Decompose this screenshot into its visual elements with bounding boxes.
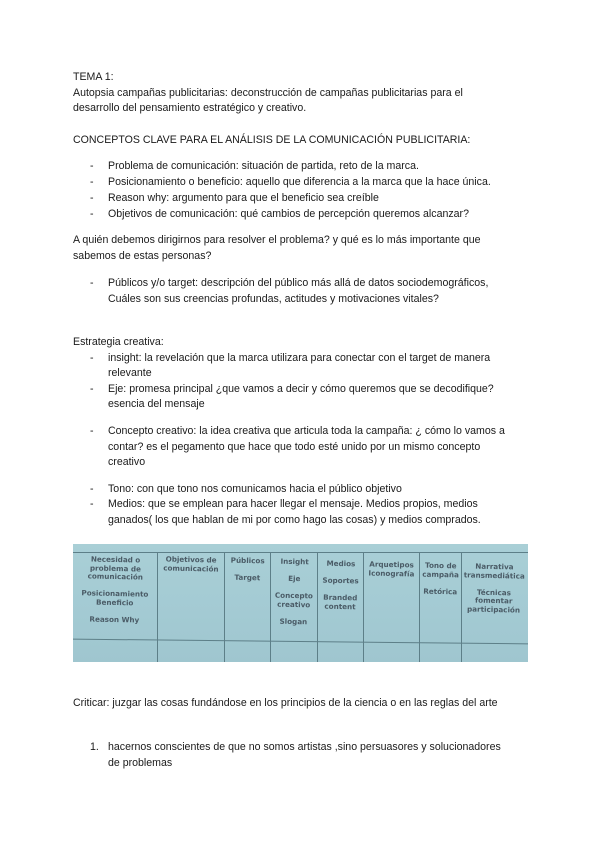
criticar-definition: Criticar: juzgar las cosas fundándose en los principios de la ciencia o en las reglas del arte xyxy=(73,697,498,709)
strategy-concepto-line-2: contar? es el pegamento que hace que todo esté unido por un mismo concepto xyxy=(108,441,481,453)
photo-col-medios: Medios Soportes Branded content xyxy=(322,558,359,612)
strategy-medios-line-1: Medios: que se emplean para hacer llegar el mensaje. Medios propios, medios xyxy=(108,498,478,510)
strategy-medios-line-2: ganados( los que hablan de mi por como hago las cosas) y medios comprados. xyxy=(108,514,481,526)
list-number: 1. xyxy=(90,741,99,753)
photo-table-row-line xyxy=(73,639,528,645)
question-line-1: A quién debemos dirigirnos para resolver el problema? y qué es lo más importante que xyxy=(73,234,481,246)
strategy-insight-line-2: relevante xyxy=(108,367,152,379)
photo-col-tono: Tono de campaña Retórica xyxy=(422,560,459,597)
photo-table-col-line xyxy=(363,552,364,662)
target-line-1: Públicos y/o target: descripción del público más allá de datos sociodemográficos, xyxy=(108,277,489,289)
strategy-concepto-line-1: Concepto creativo: la idea creativa que articula toda la campaña: ¿ cómo lo vamos a xyxy=(108,425,505,437)
question-line-2: sabemos de estas personas? xyxy=(73,250,212,262)
photo-col-objetivos: Objetivos de comunicación xyxy=(163,554,219,574)
intro-line-2: desarrollo del pensamiento estratégico y creativo. xyxy=(73,102,307,114)
photo-col-publicos: Públicos Target xyxy=(230,555,265,583)
numbered-item-1-line-2: de problemas xyxy=(108,757,173,769)
bullet-dash: - xyxy=(90,176,94,188)
bullet-dash: - xyxy=(90,383,94,395)
bullet-dash: - xyxy=(90,277,94,289)
bullet-dash: - xyxy=(90,192,94,204)
strategy-insight-line-1: insight: la revelación que la marca utilizara para conectar con el target de manera xyxy=(108,352,491,364)
strategy-eje-line-1: Eje: promesa principal ¿que vamos a decir y cómo queremos que se decodifique? xyxy=(108,383,494,395)
strategy-tono: Tono: con que tono nos comunicamos hacia el público objetivo xyxy=(108,483,402,495)
photo-table-col-line xyxy=(157,552,158,662)
photo-col-insight: Insight Eje Concepto creativo Slogan xyxy=(274,556,314,627)
bullet-dash: - xyxy=(90,208,94,220)
photo-table-col-line xyxy=(419,552,420,662)
bullet-dash: - xyxy=(90,483,94,495)
bullet-dash: - xyxy=(90,352,94,364)
strategy-eje-line-2: esencia del mensaje xyxy=(108,398,205,410)
photo-col-narrativa: Narrativa transmediática Técnicas fomentar participación xyxy=(463,561,525,615)
concepts-title: CONCEPTOS CLAVE PARA EL ANÁLISIS DE LA COMUNICACIÓN PUBLICITARIA: xyxy=(73,134,471,146)
bullet-dash: - xyxy=(90,160,94,172)
concept-item-reason-why: Reason why: argumento para que el beneficio sea creíble xyxy=(108,192,379,204)
concept-item-positioning: Posicionamiento o beneficio: aquello que diferencia a la marca que la hace única. xyxy=(108,176,491,188)
photo-table-border-top xyxy=(73,552,528,553)
strategy-title: Estrategia creativa: xyxy=(73,336,164,348)
numbered-item-1-line-1: hacernos conscientes de que no somos artistas ,sino persuasores y solucionadores xyxy=(108,741,501,753)
table-photo xyxy=(73,544,528,662)
bullet-dash: - xyxy=(90,498,94,510)
bullet-dash: - xyxy=(90,425,94,437)
strategy-concepto-line-3: creativo xyxy=(108,456,146,468)
photo-col-arquetipos: Arquetipos Iconografía xyxy=(368,559,415,579)
photo-col-necesidad: Necesidad o problema de comunicación Posicionamiento Beneficio Reason Why xyxy=(81,554,149,625)
target-line-2: Cuáles son sus creencias profundas, actitudes y motivaciones vitales? xyxy=(108,293,439,305)
photo-table-col-line xyxy=(224,552,225,662)
topic-heading: TEMA 1: xyxy=(73,71,114,83)
intro-line-1: Autopsia campañas publicitarias: deconstrucción de campañas publicitarias para el xyxy=(73,87,463,99)
concept-item-objectives: Objetivos de comunicación: qué cambios de percepción queremos alcanzar? xyxy=(108,208,469,220)
concept-item-problem: Problema de comunicación: situación de partida, reto de la marca. xyxy=(108,160,419,172)
